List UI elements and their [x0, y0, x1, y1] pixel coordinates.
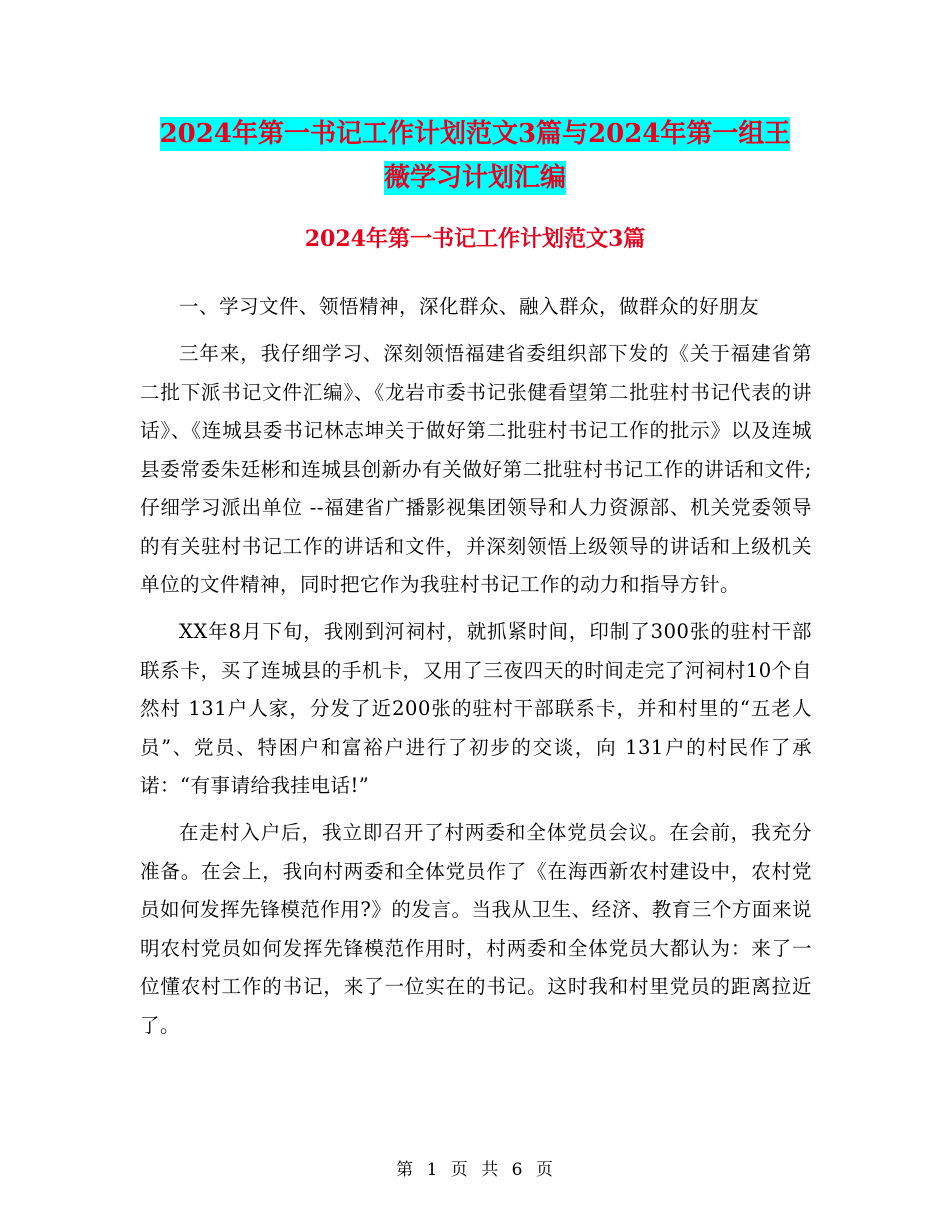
footer-page-prefix: 第 [396, 1160, 415, 1180]
document-title-text-1: 2024年第一书记工作计划范文3篇与2024年第一组王 [159, 119, 791, 149]
footer-page-total-prefix: 共 [481, 1160, 500, 1180]
document-title-line-2 [0, 157, 950, 194]
paragraph-study: 三年来，我仔细学习、深刻领悟福建省委组织部下发的《关于福建省第二批下派书记文件汇编》、《龙岩市委书记张健看望第二批驻村书记代表的讲话》、《连城县委书记林志坤关于做好第二批驻村书记工作的批示》以及连城县委常委朱廷彬和连城县创新办有关做好第二批驻村书记工作的讲话和文件;仔细学习派出单位 --福建省广播影视集团领导和人力资源部、机关党委领导的有关驻村书记工作的讲话和文件，并深刻领悟上级领导的讲话和上级机关单位的文件精神，同时把它作为我驻村书记工作的动力和指导方针。 [140, 342, 812, 596]
section-title: 2024年第一书记工作计划范文3篇 [304, 226, 646, 252]
document-title-text-2: 薇学习计划汇编 [383, 163, 566, 193]
document-body [140, 288, 812, 1054]
footer-page-mid: 页 [450, 1160, 469, 1180]
paragraph-village-visit: XX年8月下旬，我刚到河祠村，就抓紧时间，印制了300张的驻村干部联系卡，买了连城县的手机卡，又用了三夜四天的时间走完了河祠村10个自然村 131户人家，分发了近200张的驻村干部联系卡，并和村里的“五老人员”、党员、特困户和富裕户进行了初步的交谈，向 131户的村民作了承诺：“有事请给我挂电话!” [140, 620, 812, 797]
footer-page-total: 6 [511, 1160, 524, 1180]
footer-page-current: 1 [426, 1160, 439, 1180]
page-footer [0, 1155, 950, 1180]
paragraph-meeting: 在走村入户后，我立即召开了村两委和全体党员会议。在会前，我充分准备。在会上，我向村两委和全体党员作了《在海西新农村建设中，农村党员如何发挥先锋模范作用?》的发言。当我从卫生、经济、教育三个方面来说明农村党员如何发挥先锋模范作用时，村两委和全体党员大都认为：来了一位懂农村工作的书记，来了一位实在的书记。这时我和村里党员的距离拉近了。 [140, 821, 812, 1037]
paragraph-heading-1: 一、学习文件、领悟精神，深化群众、融入群众，做群众的好朋友 [179, 295, 760, 318]
footer-page-suffix: 页 [535, 1160, 554, 1180]
document-title-line-1 [0, 113, 950, 150]
